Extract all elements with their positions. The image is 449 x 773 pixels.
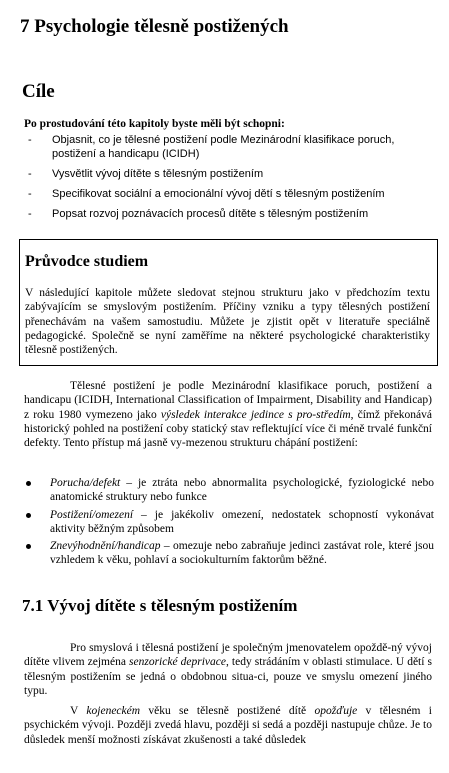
goals-heading: Cíle: [22, 81, 55, 102]
study-guide-box: [19, 239, 438, 366]
bullet-icon: [26, 544, 31, 549]
section-paragraph-2: V kojeneckém věku se tělesně postižené dítě opožďuje v tělesném i psychickém vývoji. Později zvedá hlavu, později si sedá a později nastupuje chůze. Je to důsledek menší možnosti získávat zkušenosti a také důsledek: [24, 705, 432, 746]
definition-list: [24, 476, 434, 571]
section-title: 7.1 Vývoj dítěte s tělesným postižením: [22, 596, 298, 615]
definition-item: Porucha/defekt – je ztráta nebo abnormalita psychologické, fyziologické nebo anatomické struktury nebo funkce: [24, 476, 434, 505]
study-guide-heading: Průvodce studiem: [25, 253, 149, 270]
goal-item: - Specifikovat sociální a emocionální vývoj dětí s tělesným postižením: [28, 188, 385, 200]
bullet-icon: [26, 513, 31, 518]
definition-item: Postižení/omezení – je jakékoliv omezení, nedostatek schopností vykonávat aktivity běžným způsobem: [24, 508, 434, 537]
section-paragraph-1: Pro smyslová i tělesná postižení je společným jmenovatelem opoždě-ný vývoj dítěte vlivem zejména senzorické deprivace, tedy strádáním v oblasti stimulace. U dětí s tělesným postižením se jedná o obdobnou situa-ci, pouze ve smyslu omezení jiného typu.: [24, 642, 432, 697]
bullet-icon: [26, 481, 31, 486]
goals-list: [24, 133, 424, 227]
definition-item: Znevýhodnění/handicap – omezuje nebo zabraňuje jedinci zastávat role, které jsou vzhledem k věku, pohlaví a sociokulturním faktorům běžné.: [24, 539, 434, 568]
goal-item: - Popsat rozvoj poznávacích procesů dítěte s tělesným postižením: [28, 208, 369, 220]
goals-lead: Po prostudování této kapitoly byste měli být schopni:: [24, 118, 285, 130]
intro-paragraph: Tělesné postižení je podle Mezinárodní klasifikace poruch, postižení a handicapu (ICIDH, International Classification of Impairment, Disability and Handicap) z roku 1980 vymezeno jako výsledek interakce jedince s pro-středím, čímž překonává historický pohled na postižení coby statický stav reflektující více či méně trvalé funkční defekty. Tento přístup má jasně vy-mezenou strukturu chápání postižení:: [24, 380, 433, 450]
goal-item: - Objasnit, co je tělesné postižení podle Mezinárodní klasifikace poruch, postižení a handicapu (ICIDH): [28, 134, 395, 160]
study-guide-text: V následující kapitole můžete sledovat stejnou strukturu jako v předchozím textu zabývajícím se smyslovým postižením. Příčiny vzniku a typy tělesných postižení přenechávám na vašem samostudiu. Můžete je zjistit opět v literatuře speciálně pedagogické. Společně se nyní zaměříme na některé psychologické charakteristiky tělesně postižených.: [25, 287, 430, 357]
chapter-title: 7 Psychologie tělesně postižených: [20, 16, 289, 37]
goal-item: - Vysvětlit vývoj dítěte s tělesným postižením: [28, 168, 264, 180]
